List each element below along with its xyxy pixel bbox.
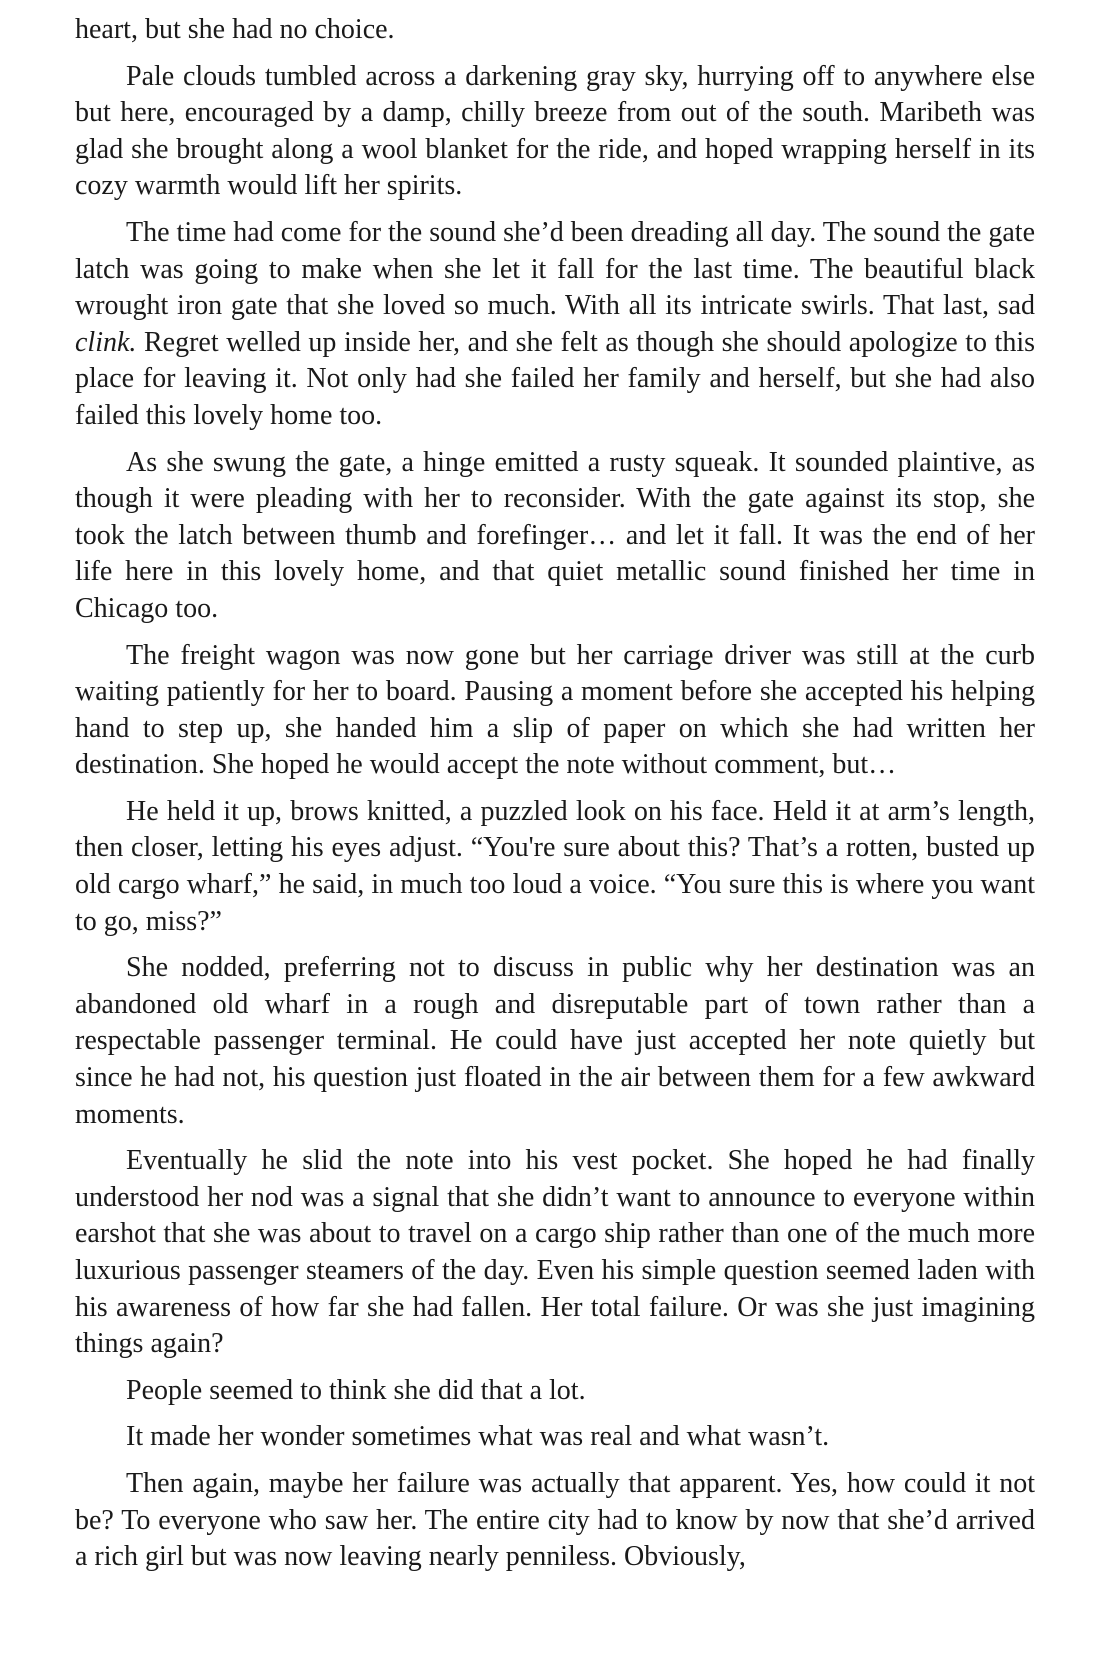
paragraph-4: As she swung the gate, a hinge emitted a rusty squeak. It sounded plaintive, as though it were pleading with her to reconsider. With the gate against its stop, she took the latch between thumb and forefinger… and let it fall. It was the end of her life here in this lovely home, and that quiet metallic sound finished her time in Chicago too. [75,446,1035,624]
paragraph-5: The freight wagon was now gone but her carriage driver was still at the curb waiting patiently for her to board. Pausing a moment before she accepted his helping hand to step up, she handed him a slip of paper on which she had written her destination. She hoped he would accept the note without comment, but… [75,639,1035,781]
paragraph-8: Eventually he slid the note into his vest pocket. She hoped he had finally understood her nod was a signal that she didn’t want to announce to everyone within earshot that she was about to travel on a cargo ship rather than one of the much more luxurious passenger steamers of the day. Even his simple question seemed laden with his awareness of how far she had fallen. Her total failure. Or was she just imagining things again? [75,1145,1035,1360]
paragraph-9: People seemed to think she did that a lot. [126,1374,586,1406]
paragraph-3-text-after: Regret welled up inside her, and she felt as though she should apologize to this place for leaving it. Not only had she failed her family and herself, but she had also failed this lovely home too. [75,326,1035,431]
paragraph-3-emphasis: clink. [75,326,137,358]
paragraph-11: Then again, maybe her failure was actually that apparent. Yes, how could it not be? To everyone who saw her. The entire city had to know by now that she’d arrived a rich girl but was now leaving nearly penniless. Obviously, [75,1467,1035,1573]
paragraph-3 [75,215,1035,435]
paragraph-2: Pale clouds tumbled across a darkening gray sky, hurrying off to anywhere else but here, encouraged by a damp, chilly breeze from out of the south. Maribeth was glad she brought along a wool blanket for the ride, and hoped wrapping herself in its cozy warmth would lift her spirits. [75,60,1035,202]
paragraph-7: She nodded, preferring not to discuss in public why her destination was an abandoned old wharf in a rough and disreputable part of town rather than a respectable passenger terminal. He could have just accepted her note quietly but since he had not, his question just floated in the air between them for a few awkward moments. [75,952,1035,1130]
page-body-text [75,12,1035,1576]
paragraph-6: He held it up, brows knitted, a puzzled look on his face. Held it at arm’s length, then closer, letting his eyes adjust. “You're sure about this? That’s a rotten, busted up old cargo wharf,” he said, in much too loud a voice. “You sure this is where you want to go, miss?” [75,795,1035,937]
paragraph-10: It made her wonder sometimes what was real and what wasn’t. [126,1421,830,1453]
paragraph-1: heart, but she had no choice. [75,14,395,45]
paragraph-3-text-before: The time had come for the sound she’d been dreading all day. The sound the gate latch was going to make when she let it fall for the last time. The beautiful black wrought iron gate that she loved so much. With all its intricate swirls. That last, sad [75,216,1035,322]
